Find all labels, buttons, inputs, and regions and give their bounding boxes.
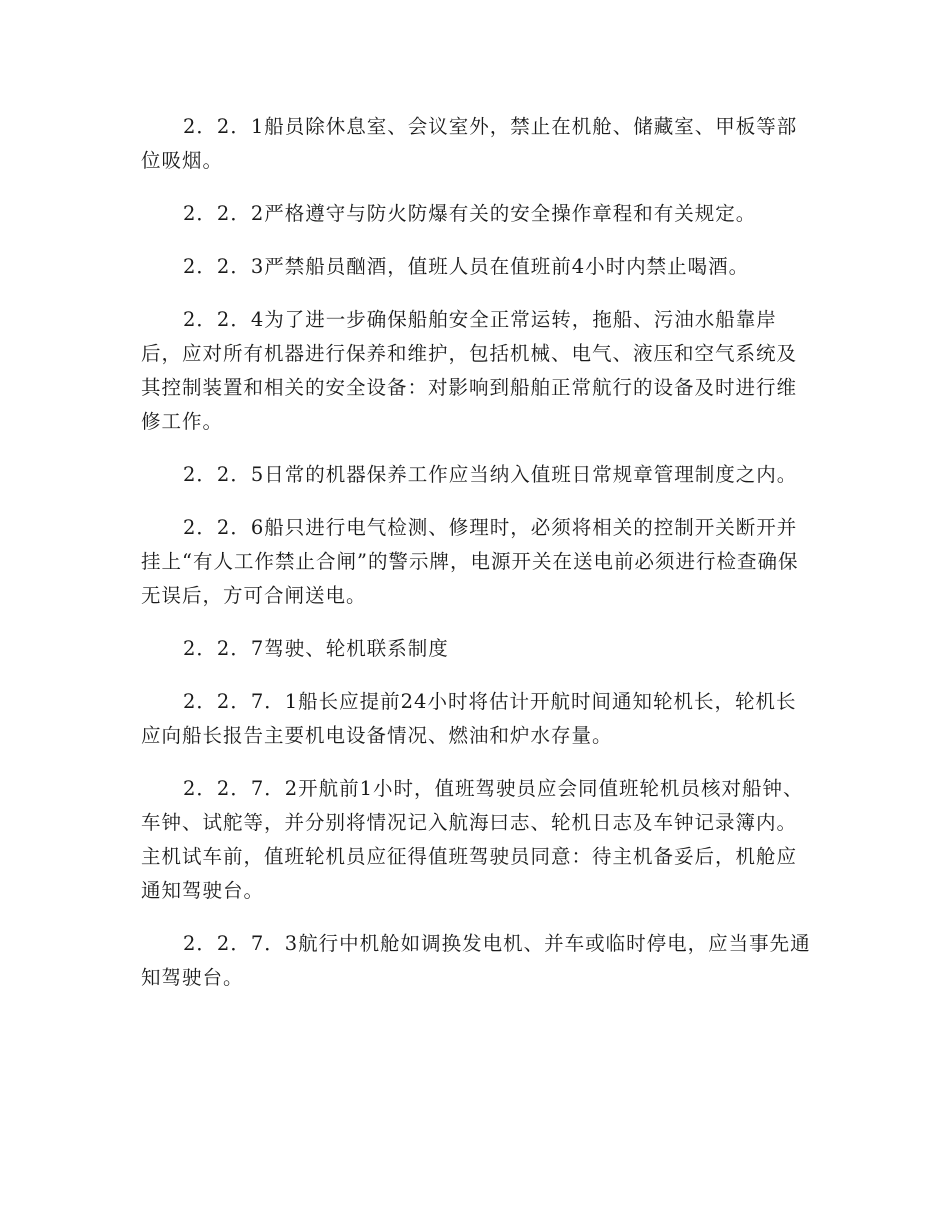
paragraph-2-2-5: 2．2．5日常的机器保养工作应当纳入值班日常规章管理制度之内。	[183, 463, 798, 486]
paragraph-2-2-4: 2．2．4为了进一步确保船舶安全正常运转，拖船、污油水船靠岸后，应对所有机器进行保养和维护，包括机械、电气、液压和空气系统及其控制装置和相关的安全设备：对影响到船舶正常航行的设备及时进行维修工作。	[141, 308, 798, 433]
paragraph-2-2-7-2: 2．2．7．2开航前1小时，值班驾驶员应会同值班轮机员核对船钟、车钟、试舵等，并分别将情况记入航海曰志、轮机日志及车钟记录簿内。主机试车前，值班轮机员应征得值班驾驶员同意：待主机备妥后，机舱应通知驾驶台。	[141, 777, 804, 902]
paragraph-2-2-3: 2．2．3严禁船员酗酒，值班人员在值班前4小时内禁止喝酒。	[183, 255, 750, 278]
paragraph-2-2-1: 2．2．1船员除休息室、会议室外，禁止在机舱、储藏室、甲板等部位吸烟。	[141, 115, 798, 172]
paragraph-2-2-6: 2．2．6船只进行电气检测、修理时，必须将相关的控制开关断开并挂上“有人工作禁止合闸”的警示牌，电源开关在送电前必须进行检查确保无误后，方可合闸送电。	[141, 516, 799, 607]
paragraph-2-2-7-3: 2．2．7．3航行中机舱如调换发电机、并车或临时停电，应当事先通知驾驶台。	[141, 932, 811, 989]
paragraph-2-2-7-heading: 2．2．7驾驶、轮机联系制度	[183, 637, 449, 660]
document-body	[141, 110, 813, 1014]
paragraph-2-2-2: 2．2．2严格遵守与防火防爆有关的安全操作章程和有关规定。	[183, 202, 757, 225]
paragraph-2-2-7-1: 2．2．7．1船长应提前24小时将估计开航时间通知轮机长，轮机长应向船长报告主要机电设备情况、燃油和炉水存量。	[141, 690, 797, 747]
